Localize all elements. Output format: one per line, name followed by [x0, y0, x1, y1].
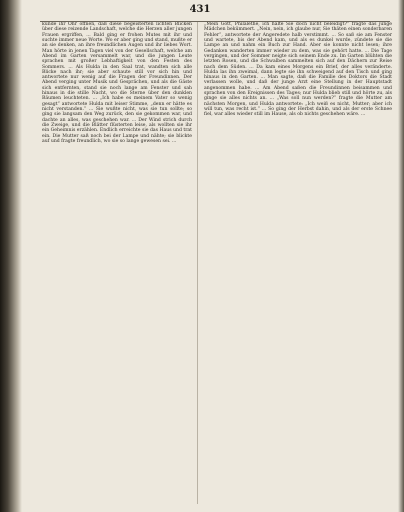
column-divider: [197, 22, 198, 504]
page-header: [0, 4, 404, 18]
left-text-column: [42, 22, 192, 504]
right-text-column: [204, 22, 392, 504]
page-edge-shadow: [398, 0, 404, 512]
page-number: 431: [189, 4, 211, 15]
left-column-text: kunde ihr Ohr öffnen, daß diese begeisterten lichten Blicken über diese reizende Landschaft, welche die Herzen aller jungen Frauen ergriffen, ... Bald ging er frohen Mutes mit ihr und suchte immer neue Worte. Wo er aber ging und stand, mußte er an sie denken, an ihre freundlichen Augen und ihr liebes Wort. Man hörte in jenen Tagen viel von der Gesellschaft, welche am Abend im Garten versammelt war, und die jungen Leute sprachen mit großer Lebhaftigkeit von den Festen des Sommers. ... Als Hulda in den Saal trat, wandten sich alle Blicke nach ihr; sie aber schaute still vor sich hin und antwortete nur wenig auf die Fragen der Freundinnen. Der Abend verging unter Musik und Gesprächen, und als die Gäste sich entfernten, stand sie noch lange am Fenster und sah hinaus in die stille Nacht, wo die Sterne über den dunklen Bäumen leuchteten. ... „Ich habe es meinem Vater so wenig gesagt“ antwortete Hulda mit leiser Stimme, „denn er hätte es nicht verstanden.“ ... Sie wußte nicht, was sie tun sollte; so ging sie langsam den Weg zurück, den sie gekommen war, und dachte an alles, was geschehen war. ... Der Wind strich durch die Zweige, und die Blätter flüsterten leise, als wollten sie ihr ein Geheimnis erzählen. Endlich erreichte sie das Haus und trat ein. Die Mutter saß noch bei der Lampe und nähte; sie blickte auf und fragte freundlich, wo sie so lange gewesen sei. ...: [42, 22, 192, 144]
right-column-text: „Mein Gott, Philalethe, ich halte Sie doch nicht beleidigt?“ fragte das junge Mädchen bekümmert. „Nein, nein, ich glaube nur, Sie thäten einen sonderbaren Fehler“, antwortete der Angeredete halb verstimmt. ... So saß sie am Fenster und wartete, bis der Abend kam, und als es dunkel wurde, zündete sie die Lampe an und nahm ein Buch zur Hand. Aber sie konnte nicht lesen; ihre Gedanken wanderten immer wieder zu dem, was sie gehört hatte. ... Die Tage vergingen, und der Sommer neigte sich seinem Ende zu. Im Garten blühten die letzten Rosen, und die Schwalben sammelten sich auf den Dächern zur Reise nach dem Süden. ... Da kam eines Morgens ein Brief, der alles veränderte. Hulda las ihn zweimal, dann legte sie ihn schweigend auf den Tisch und ging hinaus in den Garten. ... Man sagte, daß die Familie des Doktors die Stadt verlassen wolle, und daß der junge Arzt eine Stellung in der Hauptstadt angenommen habe. ... Am Abend saßen die Freundinnen beisammen und sprachen von den Ereignissen des Tages; nur Hulda blieb still und hörte zu, als ginge sie alles nichts an. ... „Was soll nun werden?“ fragte die Mutter am nächsten Morgen, und Hulda antwortete: „Ich weiß es nicht, Mutter; aber ich will tun, was recht ist.“ ... So ging der Herbst dahin, und als der erste Schnee fiel, war alles wieder still im Hause, als ob nichts geschehen wäre. ...: [204, 22, 392, 118]
book-gutter-shadow: [0, 0, 22, 512]
